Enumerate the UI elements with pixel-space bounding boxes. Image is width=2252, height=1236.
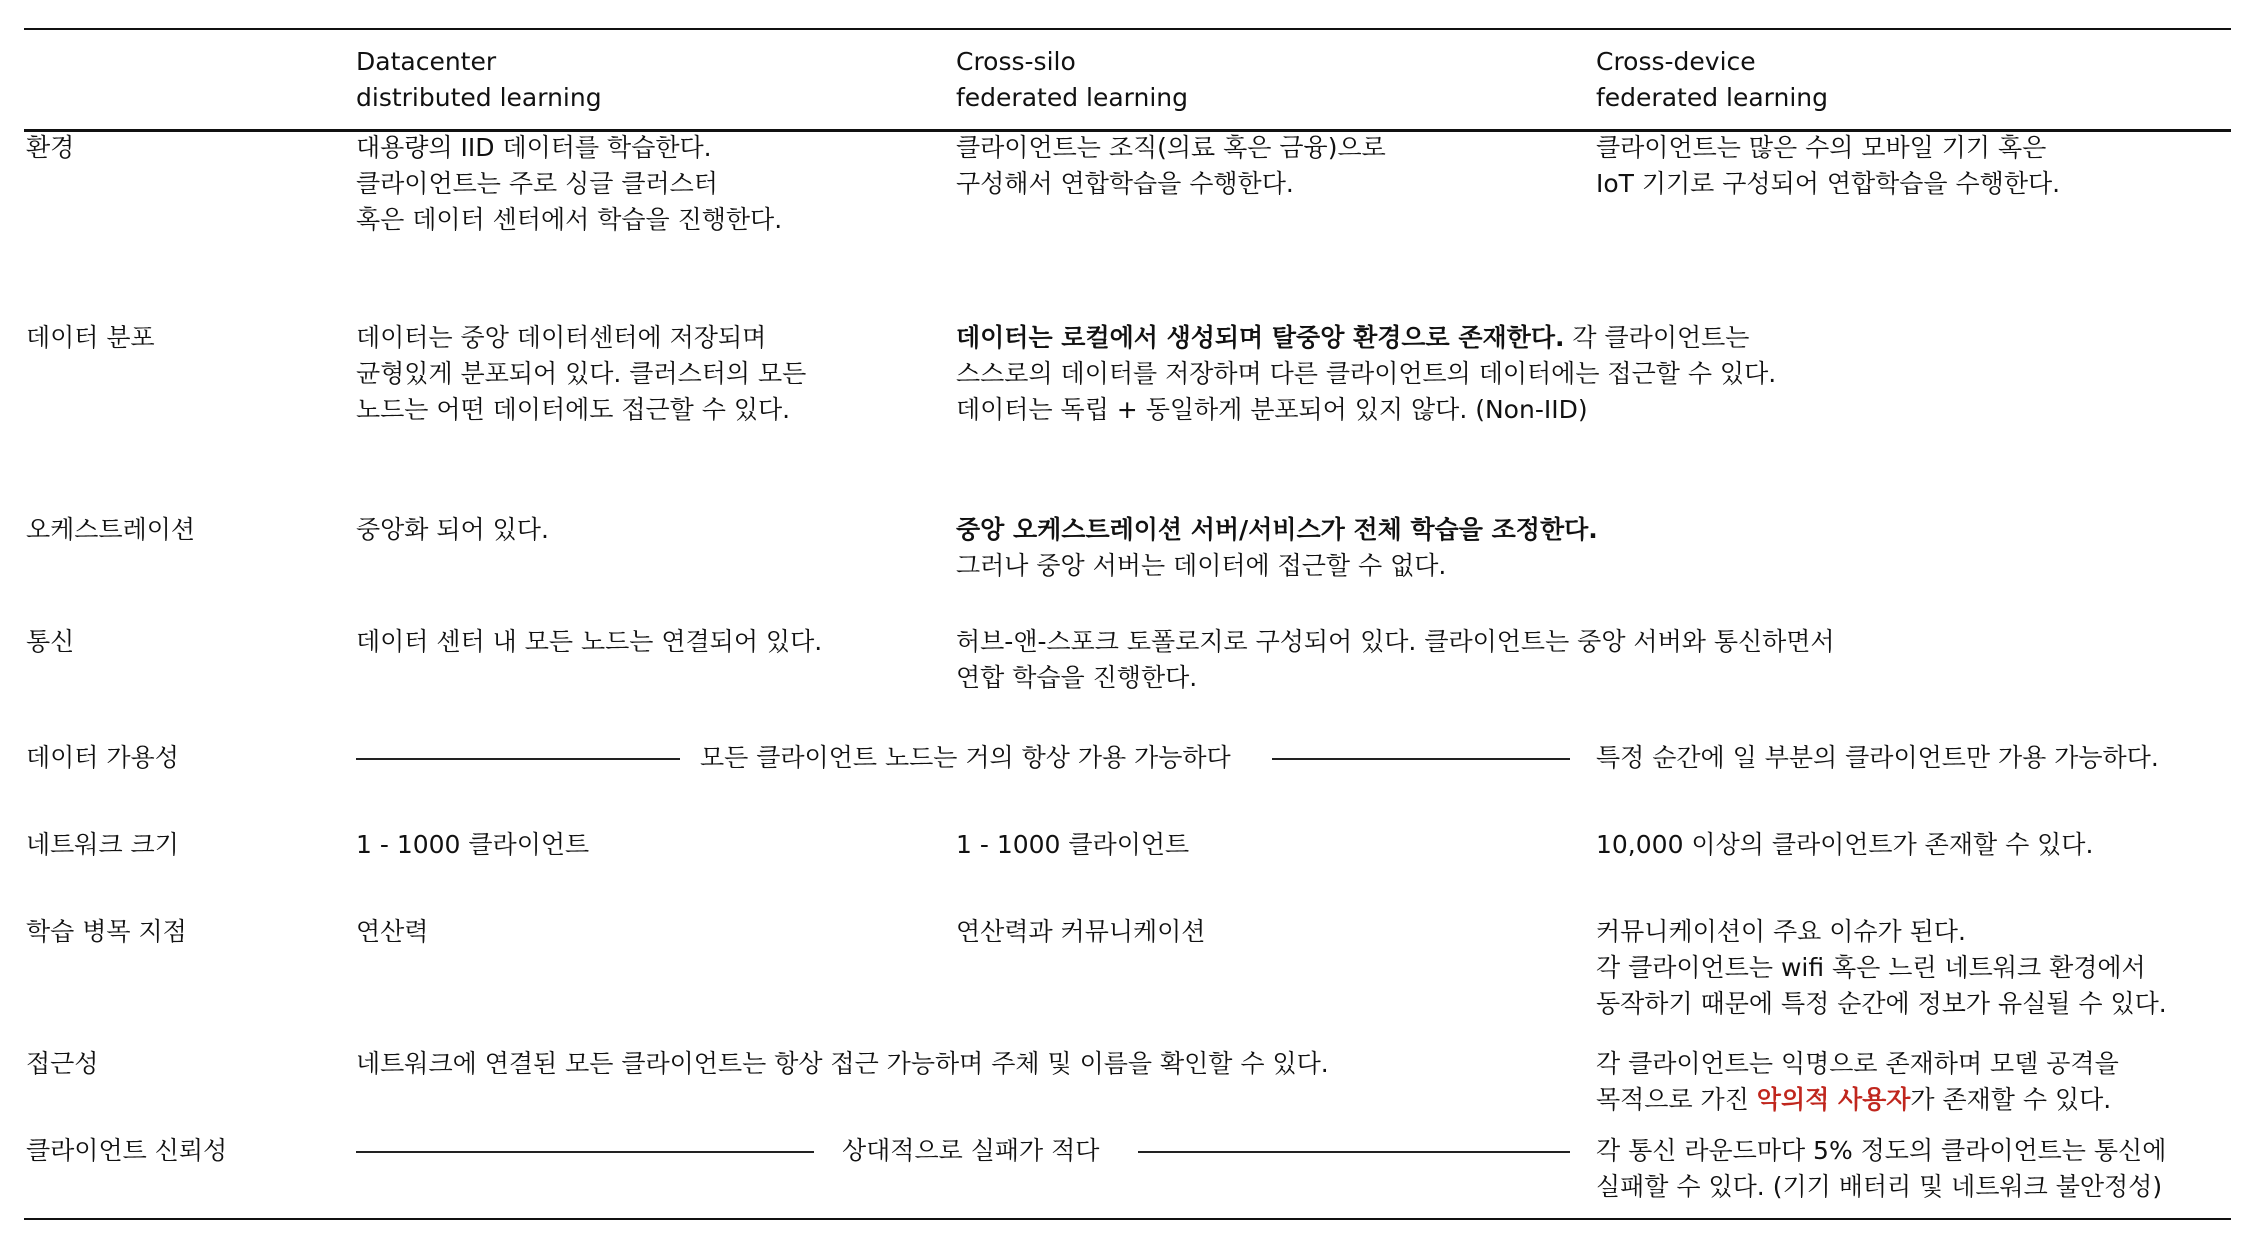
cell-line: 스스로의 데이터를 저장하며 다른 클라이언트의 데이터에는 접근할 수 있다. [956,359,1777,388]
header-line: federated learning [956,83,1189,112]
cell-line: 데이터는 독립 + 동일하게 분포되어 있지 않다. (Non-IID) [956,395,1588,424]
reliability-cross-device [1596,1133,2166,1205]
netsize-cross-silo: 1 - 1000 클라이언트 [956,830,1190,859]
row-label-availability: 데이터 가용성 [26,743,179,772]
cell-line: 각 클라이언트는 wifi 혹은 느린 네트워크 환경에서 [1596,953,2146,982]
header-line: distributed learning [356,83,602,112]
cell-line: 커뮤니케이션이 주요 이슈가 된다. [1596,917,1966,946]
bottleneck-datacenter: 연산력 [356,917,429,946]
data-dist-federated [956,320,1776,428]
header-line: federated learning [1596,83,1829,112]
comm-federated [956,624,1835,696]
comm-datacenter: 데이터 센터 내 모든 노드는 연결되어 있다. [356,627,823,656]
cell-line: 각 클라이언트는 익명으로 존재하며 모델 공격을 [1596,1049,2119,1078]
orch-datacenter: 중앙화 되어 있다. [356,515,549,544]
bold-statement: 데이터는 로컬에서 생성되며 탈중앙 환경으로 존재한다. [956,323,1565,352]
row-label-network-size: 네트워크 크기 [26,830,179,859]
cell-line: IoT 기기로 구성되어 연합학습을 수행한다. [1596,169,2061,198]
reliability-span [356,1133,1570,1169]
cell-line: 실패할 수 있다. (기기 배터리 및 네트워크 불안정성) [1596,1172,2163,1201]
highlight-malicious-user: 악의적 사용자 [1756,1085,1911,1114]
span-label: 모든 클라이언트 노드는 거의 항상 가용 가능하다 [700,743,1231,772]
env-cross-device [1596,130,2060,202]
cell-line: 허브-앤-스포크 토폴로지로 구성되어 있다. 클라이언트는 중앙 서버와 통신하면서 [956,627,1835,656]
bottleneck-cross-device [1596,914,2167,1022]
row-label-communication: 통신 [26,627,75,656]
env-datacenter [356,130,782,238]
access-datacenter-cross-silo: 네트워크에 연결된 모든 클라이언트는 항상 접근 가능하며 주체 및 이름을 확인할 수 있다. [356,1049,1329,1078]
bold-statement: 중앙 오케스트레이션 서버/서비스가 전체 학습을 조정한다. [956,515,1598,544]
header-cross-silo [956,44,1188,116]
cell-line: 구성해서 연합학습을 수행한다. [956,169,1294,198]
row-label-data-distribution: 데이터 분포 [26,323,155,352]
cell-text: 각 클라이언트는 [1564,323,1750,352]
header-line: Datacenter [356,47,497,76]
header-cross-device [1596,44,1828,116]
cell-line: 연합 학습을 진행한다. [956,663,1198,692]
header-line: Cross-silo [956,47,1076,76]
header-datacenter [356,44,602,116]
cell-line: 동작하기 때문에 특정 순간에 정보가 유실될 수 있다. [1596,989,2167,1018]
span-line-left [356,1151,814,1153]
table-bottom-rule [24,1218,2231,1220]
row-label-reliability: 클라이언트 신뢰성 [26,1136,228,1165]
cell-line: 클라이언트는 많은 수의 모바일 기기 혹은 [1596,133,2047,162]
table-top-rule [24,28,2231,30]
cell-line: 노드는 어떤 데이터에도 접근할 수 있다. [356,395,791,424]
env-cross-silo [956,130,1386,202]
cell-line: 혹은 데이터 센터에서 학습을 진행한다. [356,205,783,234]
netsize-datacenter: 1 - 1000 클라이언트 [356,830,590,859]
availability-cross-device: 특정 순간에 일 부분의 클라이언트만 가용 가능하다. [1596,743,2159,772]
cell-line [956,320,1776,356]
span-line-right [1138,1151,1570,1153]
cell-line: 클라이언트는 주로 싱글 클러스터 [356,169,718,198]
row-label-orchestration: 오케스트레이션 [26,515,196,544]
bottleneck-cross-silo: 연산력과 커뮤니케이션 [956,917,1206,946]
cell-line: 각 통신 라운드마다 5% 정도의 클라이언트는 통신에 [1596,1136,2167,1165]
cell-text: 가 존재할 수 있다. [1910,1085,2112,1114]
row-label-accessibility: 접근성 [26,1049,99,1078]
cell-line [1596,1082,2119,1118]
cell-text: 목적으로 가진 [1596,1085,1757,1114]
availability-span [356,740,1570,776]
data-dist-datacenter [356,320,806,428]
orch-federated [956,512,1598,584]
cell-line: 데이터는 중앙 데이터센터에 저장되며 [356,323,767,352]
cell-line: 클라이언트는 조직(의료 혹은 금융)으로 [956,133,1386,162]
cell-line: 균형있게 분포되어 있다. 클러스터의 모든 [356,359,807,388]
row-label-env: 환경 [26,133,75,162]
header-line: Cross-device [1596,47,1756,76]
row-label-bottleneck: 학습 병목 지점 [26,917,187,946]
cell-line: 대용량의 IID 데이터를 학습한다. [356,133,712,162]
access-cross-device [1596,1046,2119,1118]
cell-line: 그러나 중앙 서버는 데이터에 접근할 수 없다. [956,551,1447,580]
span-label: 상대적으로 실패가 적다 [842,1136,1100,1165]
netsize-cross-device: 10,000 이상의 클라이언트가 존재할 수 있다. [1596,830,2094,859]
span-line-right [1272,758,1570,760]
span-line-left [356,758,680,760]
